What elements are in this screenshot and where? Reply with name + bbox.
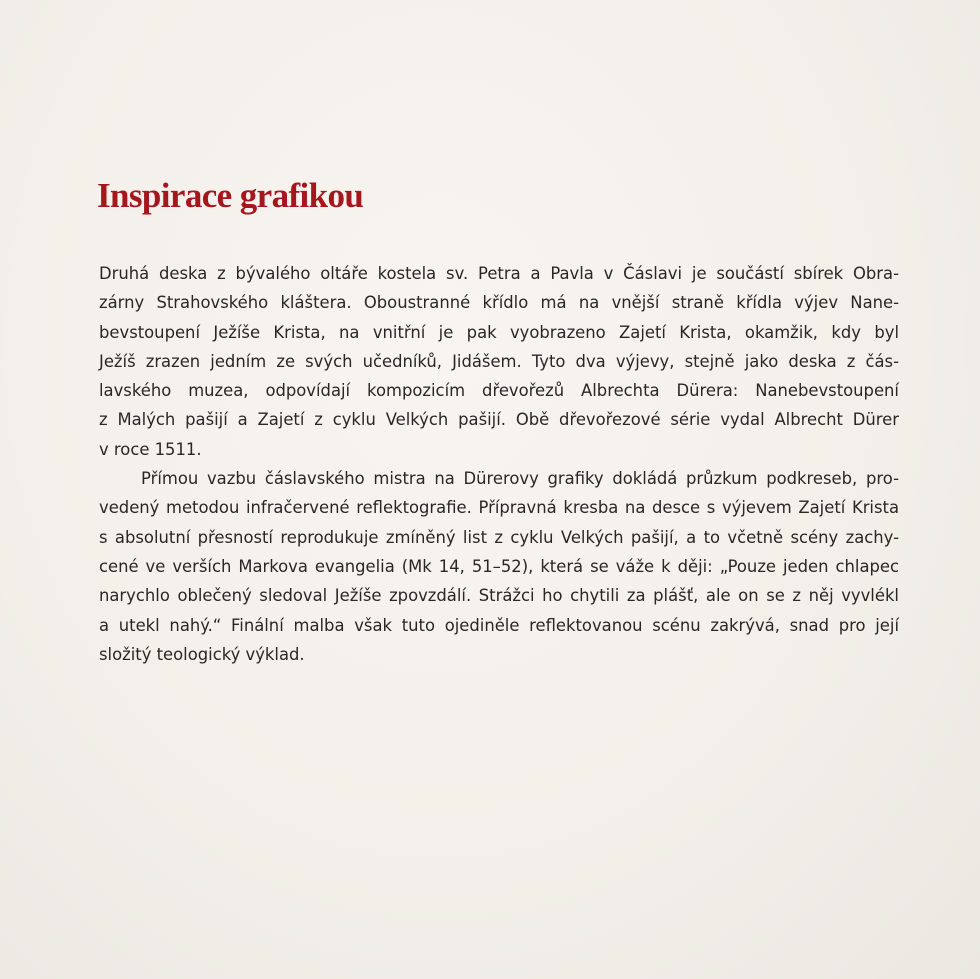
text-line: složitý teologický výklad. — [99, 644, 305, 664]
text-line: a utekl nahý.“ Finální malba však tuto ojediněle reflektovanou scénu zakrývá, snad pro její — [99, 615, 899, 635]
text-line: narychlo oblečený sledoval Ježíše zpovzdálí. Strážci ho chytili za plášť, ale on se z něj vyvlékl — [99, 586, 899, 606]
text-line: bevstoupení Ježíše Krista, na vnitřní je pak vyobrazeno Zajetí Krista, okamžik, kdy byl — [99, 322, 899, 342]
text-line: s absolutní přesností reprodukuje zmíněný list z cyklu Velkých pašijí, a to včetně scény zachy- — [99, 527, 899, 547]
panel-heading: Inspirace grafikou — [97, 176, 364, 215]
text-line: vedený metodou infračervené reflektografie. Přípravná kresba na desce s výjevem Zajetí Krista — [99, 498, 899, 518]
text-line: Přímou vazbu čáslavského mistra na Dürerovy grafiky dokládá průzkum podkreseb, pro- — [141, 469, 899, 489]
text-line: Ježíš zrazen jedním ze svých učedníků, Jidášem. Tyto dva výjevy, stejně jako deska z čás- — [99, 351, 899, 371]
text-line: lavského muzea, odpovídají kompozicím dřevořezů Albrechta Dürera: Nanebevstoupení — [99, 381, 899, 401]
text-line: Druhá deska z bývalého oltáře kostela sv. Petra a Pavla v Čáslavi je součástí sbírek Obra- — [99, 264, 899, 283]
text-line: z Malých pašijí a Zajetí z cyklu Velkých pašijí. Obě dřevořezové série vydal Albrecht Dürer — [99, 410, 899, 430]
paragraph-2 — [99, 464, 899, 669]
panel-body — [99, 259, 899, 669]
paragraph-1 — [99, 259, 899, 464]
text-line: cené ve verších Markova evangelia (Mk 14, 51–52), která se váže k ději: „Pouze jeden chlapec — [99, 556, 899, 576]
text-line: zárny Strahovského kláštera. Oboustranné křídlo má na vnější straně křídla výjev Nane- — [99, 293, 899, 313]
text-line: v roce 1511. — [99, 439, 202, 459]
